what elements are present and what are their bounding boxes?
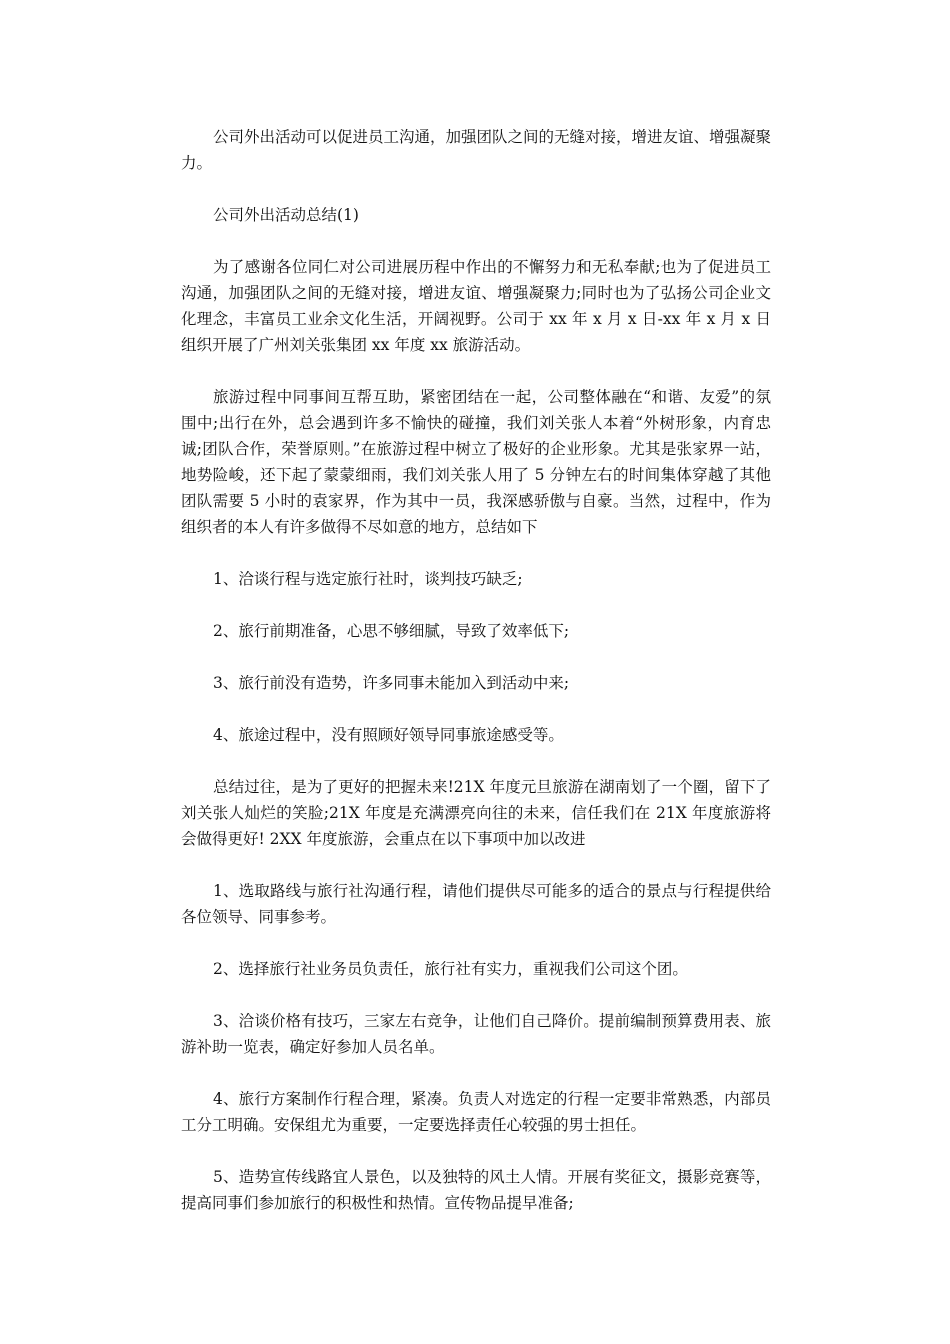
shortcoming-item: 2、旅行前期准备，心思不够细腻，导致了效率低下; bbox=[213, 622, 570, 640]
improvement-item: 2、选择旅行社业务员负责任，旅行社有实力，重视我们公司这个团。 bbox=[213, 960, 688, 978]
shortcoming-item: 1、洽谈行程与选定旅行社时，谈判技巧缺乏; bbox=[213, 570, 523, 588]
shortcoming-item: 3、旅行前没有造势，许多同事未能加入到活动中来; bbox=[213, 674, 570, 692]
section-heading: 公司外出活动总结(1) bbox=[213, 206, 359, 224]
trip-review-paragraph: 旅游过程中同事间互帮互助，紧密团结在一起，公司整体融在“和谐、友爱”的氛围中;出行在外，总会遇到许多不愉快的碰撞，我们刘关张人本着“外树形象，内育忠诚;团队合作，荣誉原则。”在旅游过程中树立了极好的企业形象。尤其是张家界一站，地势险峻，还下起了蒙蒙细雨，我们刘关张人用了 5 分钟左右的时间集体穿越了其他团队需要 5 小时的袁家界，作为其中一员，我深感骄傲与自豪。当然，过程中，作为组织者的本人有许多做得不尽如意的地方，总结如下 bbox=[181, 388, 771, 536]
outlook-paragraph: 总结过往，是为了更好的把握未来!21X 年度元旦旅游在湖南划了一个圈，留下了刘关张人灿烂的笑脸;21X 年度是充满漂亮向往的未来，信任我们在 21X 年度旅游将会做得更好! 2XX 年度旅游，会重点在以下事项中加以改进 bbox=[181, 778, 771, 848]
improvement-item: 5、造势宣传线路宜人景色，以及独特的风土人情。开展有奖征文，摄影竞赛等，提高同事们参加旅行的积极性和热情。宣传物品提早准备; bbox=[181, 1168, 771, 1212]
improvement-item: 4、旅行方案制作行程合理，紧凑。负责人对选定的行程一定要非常熟悉，内部员工分工明确。安保组尤为重要，一定要选择责任心较强的男士担任。 bbox=[181, 1090, 771, 1134]
improvement-item: 3、洽谈价格有技巧，三家左右竞争，让他们自己降价。提前编制预算费用表、旅游补助一览表，确定好参加人员名单。 bbox=[181, 1012, 771, 1056]
shortcoming-item: 4、旅途过程中，没有照顾好领导同事旅途感受等。 bbox=[213, 726, 564, 744]
document-body bbox=[181, 124, 771, 1216]
intro-paragraph: 公司外出活动可以促进员工沟通，加强团队之间的无缝对接，增进友谊、增强凝聚力。 bbox=[181, 128, 772, 172]
thanks-paragraph: 为了感谢各位同仁对公司进展历程中作出的不懈努力和无私奉献;也为了促进员工沟通，加强团队之间的无缝对接，增进友谊、增强凝聚力;同时也为了弘扬公司企业文化理念，丰富员工业余文化生活，开阔视野。公司于 xx 年 x 月 x 日-xx 年 x 月 x 日组织开展了广州刘关张集团 xx 年度 xx 旅游活动。 bbox=[181, 258, 771, 354]
improvement-item: 1、选取路线与旅行社沟通行程，请他们提供尽可能多的适合的景点与行程提供给各位领导、同事参考。 bbox=[181, 882, 771, 926]
